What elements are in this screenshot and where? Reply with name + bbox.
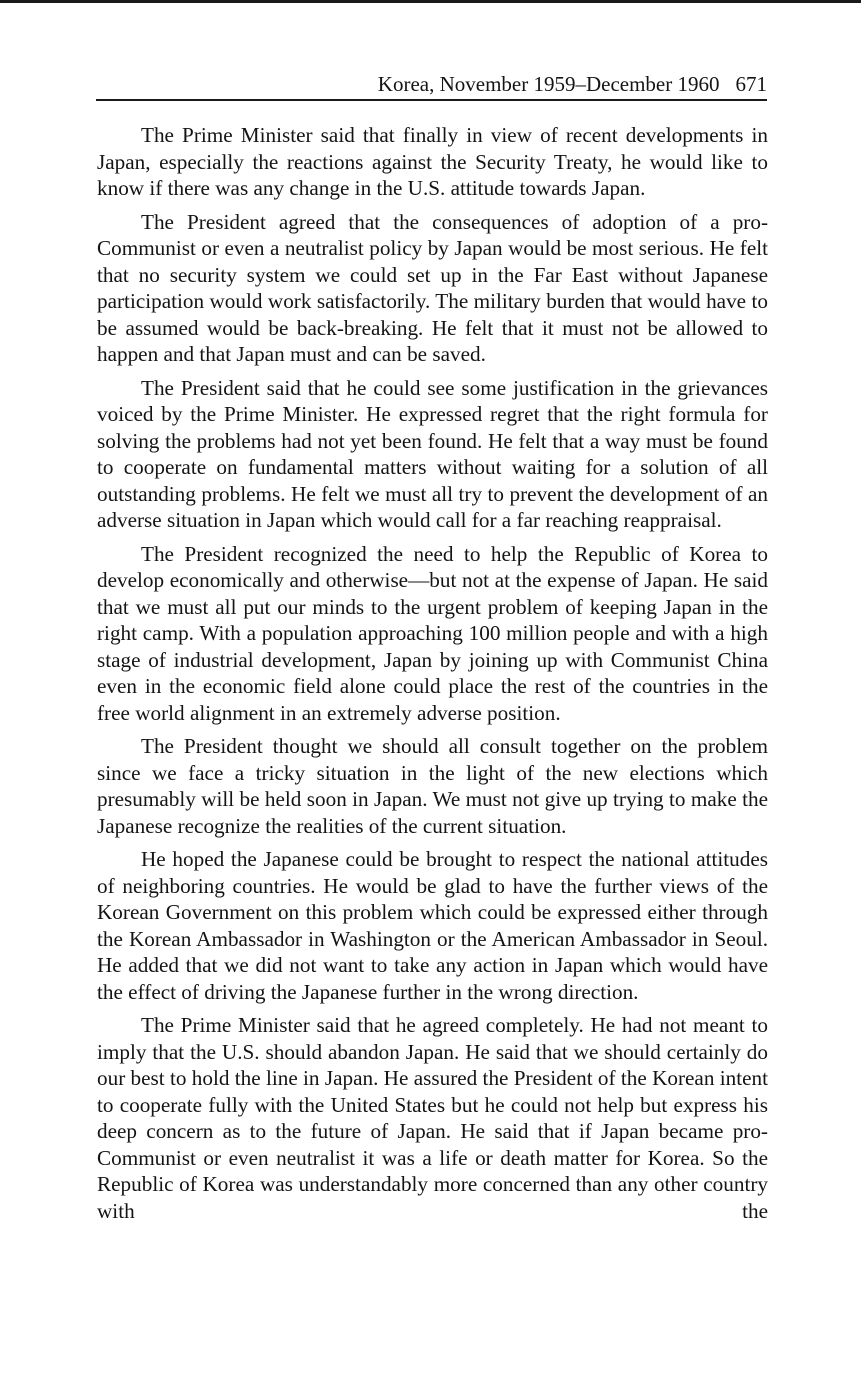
paragraph: He hoped the Japanese could be brought to respect the national attitudes of neighboring countries. He would be glad to have the further views of the Korean Government on this problem which could be expressed either through the Korean Ambassador in Washington or the American Ambassador in Seoul. He added that we did not want to take any action in Japan which would have the effect of driving the Japanese further in the wrong direction.	[97, 847, 768, 1004]
paragraph: The Prime Minister said that he agreed completely. He had not meant to imply that the U.S. should abandon Japan. He said that we should certainly do our best to hold the line in Japan. He assured the President of the Korean intent to cooperate fully with the United States but he could not help but express his deep concern as to the future of Japan. He said that if Japan became pro-Communist or even neutralist it was a life or death matter for Korea. So the Republic of Korea was understandably more concerned than any other country with the	[97, 1013, 768, 1223]
paragraph: The Prime Minister said that finally in view of recent developments in Japan, especially the reactions against the Security Treaty, he would like to know if there was any change in the U.S. attitude towards Japan.	[97, 123, 768, 200]
paragraph: The President thought we should all consult together on the problem since we face a tricky situation in the light of the new elections which presumably will be held soon in Japan. We must not give up trying to make the Japanese recognize the realities of the current situation.	[97, 734, 768, 838]
body-text	[97, 122, 768, 1231]
page-number: 671	[735, 72, 767, 96]
running-head	[96, 70, 767, 101]
top-edge-rule	[0, 0, 861, 3]
paragraph: The President said that he could see some justification in the grievances voiced by the Prime Minister. He expressed regret that the right formula for solving the problems had not yet been found. He felt that a way must be found to cooperate on fundamental matters without waiting for a solution of all outstanding problems. He felt we must all try to prevent the development of an adverse situation in Japan which would call for a far reaching reappraisal.	[97, 375, 768, 532]
running-title: Korea, November 1959–December 1960	[377, 72, 720, 96]
paragraph: The President agreed that the consequences of adoption of a pro-Communist or even a neutralist policy by Japan would be most serious. He felt that no security system we could set up in the Far East without Japanese participation would work satisfactorily. The military burden that would have to be assumed would be back-breaking. He felt that it must not be allowed to happen and that Japan must and can be saved.	[97, 209, 768, 366]
paragraph: The President recognized the need to help the Republic of Korea to develop economically and otherwise—but not at the expense of Japan. He said that we must all put our minds to the urgent problem of keeping Japan in the right camp. With a population approaching 100 million people and with a high stage of industrial development, Japan by joining up with Communist China even in the economic field alone could place the rest of the countries in the free world alignment in an extremely adverse position.	[97, 541, 768, 725]
